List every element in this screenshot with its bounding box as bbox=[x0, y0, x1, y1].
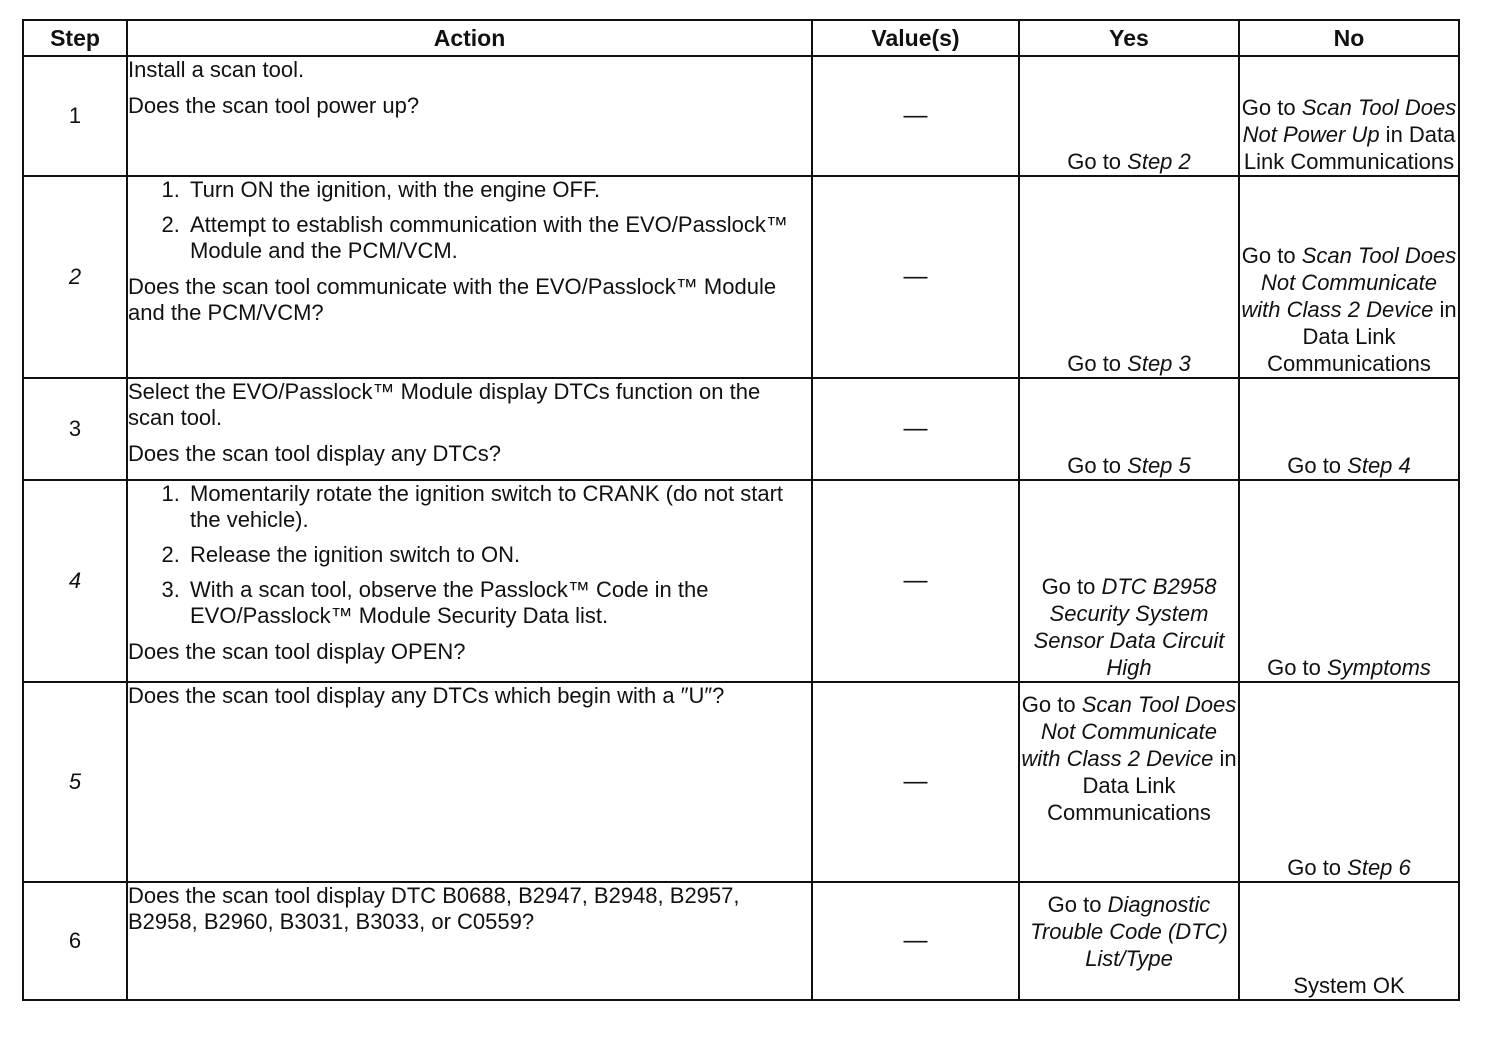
no-suffix: in Data Link Communications bbox=[1267, 297, 1457, 376]
table-row bbox=[23, 56, 1459, 176]
value-cell: — bbox=[812, 682, 1019, 882]
no-cell bbox=[1239, 378, 1459, 480]
action-cell bbox=[127, 378, 812, 480]
yes-cell bbox=[1019, 56, 1239, 176]
yes-link[interactable]: Step 3 bbox=[1127, 351, 1191, 376]
value-cell: — bbox=[812, 56, 1019, 176]
yes-cell bbox=[1019, 480, 1239, 682]
action-list-item: 2. Release the ignition switch to ON. bbox=[186, 542, 811, 568]
yes-prefix: Go to bbox=[1067, 351, 1128, 376]
step-number: 2 bbox=[23, 176, 127, 378]
no-prefix: Go to bbox=[1287, 855, 1348, 880]
no-cell bbox=[1239, 176, 1459, 378]
action-cell bbox=[127, 882, 812, 1000]
header-action: Action bbox=[127, 20, 812, 56]
diagnostic-table bbox=[22, 19, 1460, 1001]
action-list-item: 1. Momentarily rotate the ignition switch to CRANK (do not start the vehicle). bbox=[186, 481, 811, 533]
table-row bbox=[23, 882, 1459, 1000]
yes-prefix: Go to bbox=[1047, 892, 1108, 917]
header-yes: Yes bbox=[1019, 20, 1239, 56]
table-row bbox=[23, 176, 1459, 378]
value-cell: — bbox=[812, 480, 1019, 682]
action-cell bbox=[127, 682, 812, 882]
action-question: Does the scan tool display any DTCs? bbox=[128, 441, 501, 466]
table-row bbox=[23, 682, 1459, 882]
step-number: 6 bbox=[23, 882, 127, 1000]
action-list-item: 1. Turn ON the ignition, with the engine OFF. bbox=[186, 177, 811, 203]
yes-link[interactable]: Diagnostic Trouble Code (DTC) List/Type bbox=[1030, 892, 1228, 971]
action-list bbox=[128, 481, 811, 629]
action-text: Install a scan tool. bbox=[128, 57, 305, 82]
no-suffix: in Data Link Communications bbox=[1243, 122, 1456, 174]
table-row bbox=[23, 480, 1459, 682]
action-text: Select the EVO/Passlock™ Module display DTCs function on the scan tool. bbox=[128, 379, 761, 430]
no-cell bbox=[1239, 480, 1459, 682]
step-number: 1 bbox=[23, 56, 127, 176]
header-step: Step bbox=[23, 20, 127, 56]
table-row bbox=[23, 378, 1459, 480]
no-cell bbox=[1239, 56, 1459, 176]
yes-prefix: Go to bbox=[1067, 149, 1128, 174]
action-cell bbox=[127, 56, 812, 176]
no-link[interactable]: Symptoms bbox=[1327, 655, 1431, 680]
header-no: No bbox=[1239, 20, 1459, 56]
header-row bbox=[23, 20, 1459, 56]
yes-link[interactable]: Step 2 bbox=[1127, 149, 1191, 174]
action-list-item: 3. With a scan tool, observe the Passlock™ Code in the EVO/Passlock™ Module Security Data list. bbox=[186, 577, 811, 629]
yes-cell bbox=[1019, 682, 1239, 882]
action-list-item: 2. Attempt to establish communication with the EVO/Passlock™ Module and the PCM/VCM. bbox=[186, 212, 811, 264]
action-question: Does the scan tool display OPEN? bbox=[128, 639, 466, 664]
no-prefix: Go to bbox=[1267, 655, 1327, 680]
yes-prefix: Go to bbox=[1067, 453, 1128, 478]
yes-link[interactable]: Scan Tool Does Not Communicate with Class 2 Device bbox=[1021, 692, 1237, 771]
no-link[interactable]: Step 4 bbox=[1347, 453, 1411, 478]
action-question: Does the scan tool display DTC B0688, B2947, B2948, B2957, B2958, B2960, B3031, B3033, or C0559? bbox=[128, 883, 740, 934]
yes-cell bbox=[1019, 378, 1239, 480]
value-cell: — bbox=[812, 176, 1019, 378]
no-prefix: Go to bbox=[1287, 453, 1348, 478]
no-cell bbox=[1239, 682, 1459, 882]
yes-cell bbox=[1019, 882, 1239, 1000]
step-number: 5 bbox=[23, 682, 127, 882]
no-prefix: Go to bbox=[1241, 243, 1302, 268]
yes-prefix: Go to bbox=[1041, 574, 1102, 599]
yes-link[interactable]: DTC B2958 Security System Sensor Data Circuit High bbox=[1033, 574, 1225, 680]
action-question: Does the scan tool communicate with the EVO/Passlock™ Module and the PCM/VCM? bbox=[128, 274, 777, 325]
header-values: Value(s) bbox=[812, 20, 1019, 56]
yes-link[interactable]: Step 5 bbox=[1127, 453, 1191, 478]
no-link[interactable]: Scan Tool Does Not Power Up bbox=[1242, 95, 1457, 147]
action-cell bbox=[127, 176, 812, 378]
action-question: Does the scan tool power up? bbox=[128, 93, 420, 118]
step-number: 4 bbox=[23, 480, 127, 682]
no-prefix: Go to bbox=[1241, 95, 1302, 120]
step-number: 3 bbox=[23, 378, 127, 480]
action-question: Does the scan tool display any DTCs which begin with a ″U″? bbox=[128, 683, 725, 708]
no-link[interactable]: Scan Tool Does Not Communicate with Class 2 Device bbox=[1241, 243, 1457, 322]
yes-suffix: in Data Link Communications bbox=[1047, 746, 1237, 825]
no-link[interactable]: Step 6 bbox=[1347, 855, 1411, 880]
yes-prefix: Go to bbox=[1021, 692, 1082, 717]
action-cell bbox=[127, 480, 812, 682]
no-cell: System OK bbox=[1239, 882, 1459, 1000]
value-cell: — bbox=[812, 882, 1019, 1000]
yes-cell bbox=[1019, 176, 1239, 378]
value-cell: — bbox=[812, 378, 1019, 480]
action-list bbox=[128, 177, 811, 264]
